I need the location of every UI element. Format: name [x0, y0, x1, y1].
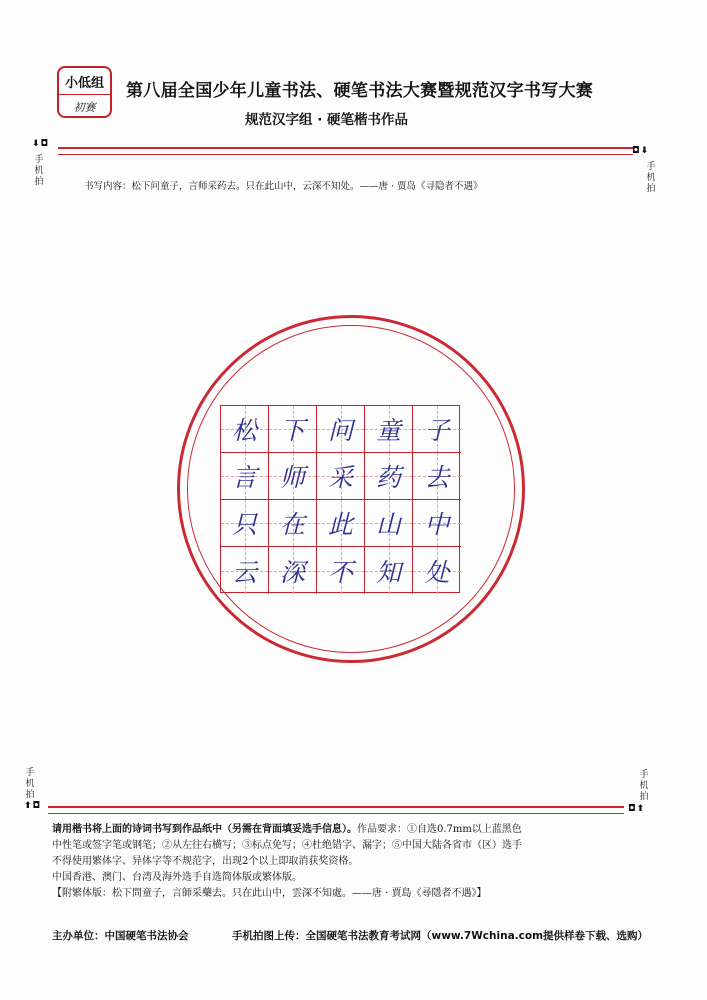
grid-cell: 中 [413, 500, 461, 547]
group-badge [57, 66, 112, 118]
phone-shot-label-right: 手机拍 [646, 162, 656, 194]
page-subtitle: 规范汉字组 · 硬笔楷书作品 [245, 112, 409, 128]
grid-cell: 只 [221, 500, 269, 547]
grid-cell: 不 [317, 547, 365, 594]
arrow-camera-icon: ⬇◘ [32, 139, 50, 149]
organizer-text: 主办单位：中国硬笔书法协会 [52, 930, 189, 942]
page-title: 第八届全国少年儿童书法、硬笔书法大赛暨规范汉字书写大赛 [126, 81, 594, 101]
instructions-line-2: 中性笔或签字笔或钢笔；②从左往右横写；③标点免写；④杜绝错字、漏字；⑤中国大陆各省市（区）选手 [52, 840, 522, 851]
badge-group-label: 小低组 [59, 68, 110, 95]
grid-cell: 下 [269, 406, 317, 453]
grid-cell: 处 [413, 547, 461, 594]
bottom-divider [48, 806, 624, 814]
grid-cell: 松 [221, 406, 269, 453]
grid-cell: 言 [221, 453, 269, 500]
grid-cell: 问 [317, 406, 365, 453]
grid-cell: 在 [269, 500, 317, 547]
camera-arrow-up-icon: ◘⬆ [628, 804, 646, 814]
grid-cell: 知 [365, 547, 413, 594]
grid-cell: 云 [221, 547, 269, 594]
writing-content: 书写内容：松下问童子，言师采药去。只在此山中，云深不知处。——唐 · 贾岛《寻隐者不遇》 [84, 181, 483, 192]
instructions-line-3: 不得使用繁体字、异体字等不规范字，出现2个以上即取消获奖资格。 [52, 856, 359, 867]
phone-shot-label-left-bottom: 手机拍 [25, 768, 35, 800]
phone-shot-label-left: 手机拍 [34, 155, 44, 187]
character-grid [220, 405, 460, 593]
grid-cell: 师 [269, 453, 317, 500]
top-divider [58, 147, 633, 155]
instructions-line-1: 请用楷书将上面的诗词书写到作品纸中（另需在背面填妥选手信息）。作品要求：①自选0.7mm以上蓝黑色 [52, 824, 522, 835]
phone-shot-label-right-bottom: 手机拍 [639, 770, 649, 802]
grid-cell: 山 [365, 500, 413, 547]
instructions-line-5: 【附繁体版：松下問童子，言師采藥去。只在此山中，雲深不知處。——唐 · 賈島《尋隱者不遇》】 [52, 888, 487, 899]
grid-cell: 采 [317, 453, 365, 500]
grid-cell: 去 [413, 453, 461, 500]
grid-cell: 此 [317, 500, 365, 547]
arrow-up-camera-icon: ⬆◘ [24, 801, 42, 811]
badge-round-label: 初赛 [73, 101, 96, 114]
grid-cell: 药 [365, 453, 413, 500]
grid-cell: 深 [269, 547, 317, 594]
grid-cell: 童 [365, 406, 413, 453]
upload-info-text: 手机拍图上传：全国硬笔书法教育考试网（www.7Wchina.com提供样卷下载、选购） [232, 930, 649, 942]
instructions-block [52, 822, 652, 902]
instructions-line-4: 中国香港、澳门、台湾及海外选手自选简体版或繁体版。 [52, 872, 302, 883]
camera-arrow-icon: ◘⬇ [632, 146, 650, 156]
grid-cell: 子 [413, 406, 461, 453]
